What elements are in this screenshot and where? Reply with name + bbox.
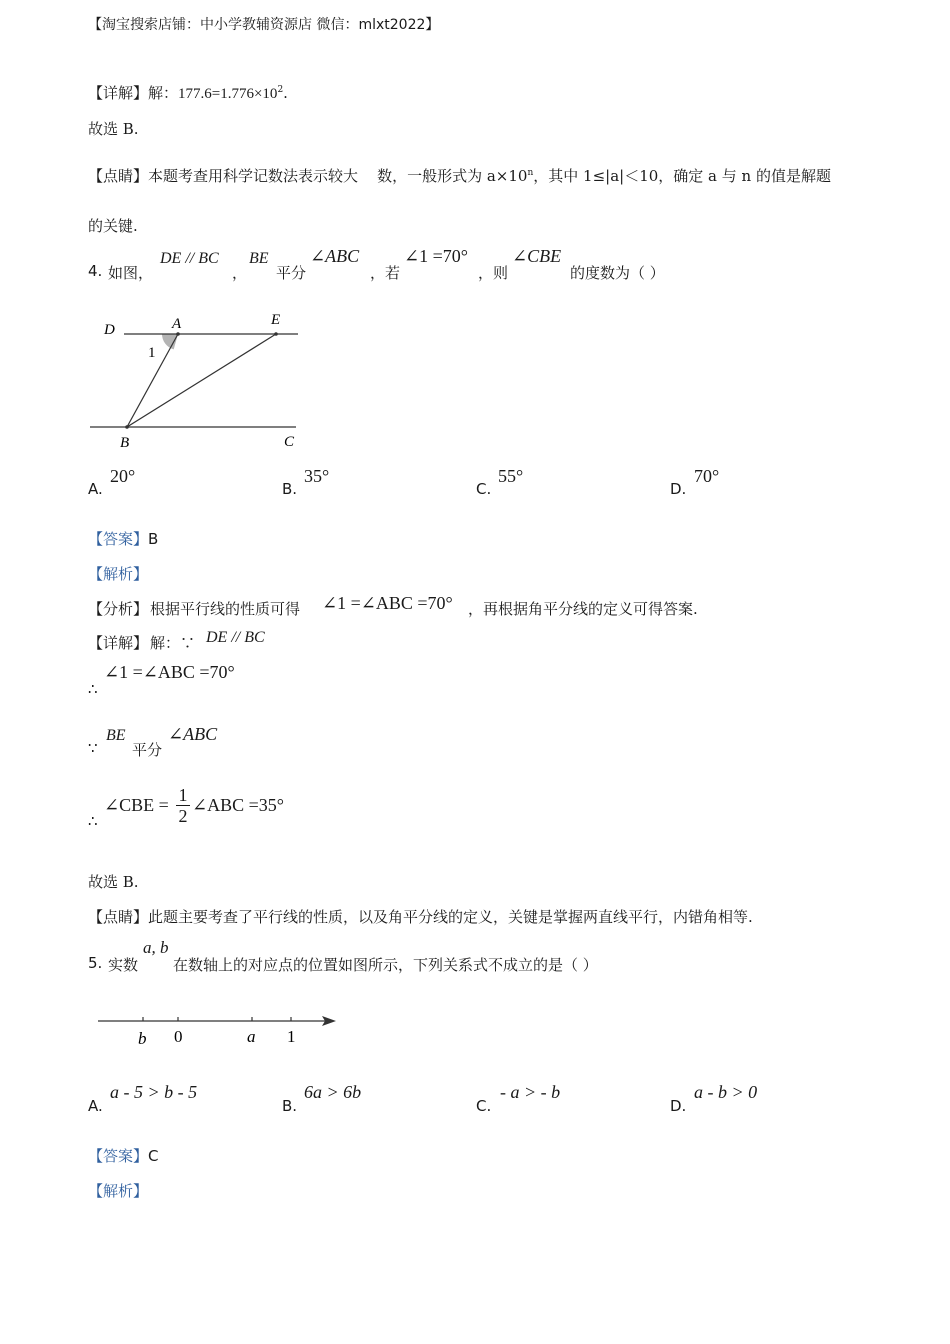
detail-end: . (283, 84, 288, 102)
q4-t2: ， (232, 264, 248, 282)
q4-abc: ∠ABC (168, 724, 218, 744)
q4-fx-t2: ，再根据角平分线的定义可得答案. (468, 600, 698, 618)
q4-analysis-label: 【解析】 (88, 565, 149, 583)
q4-m1: DE // BC (160, 250, 219, 267)
q5-option-a-value: a - 5 > b - 5 (110, 1082, 198, 1102)
detail-value: 177.6=1.776×10 (178, 86, 278, 102)
q4-number: 4. (88, 262, 103, 280)
q4-option-a-label: A. (88, 480, 103, 498)
q4-detail-t1: 解：∵ (150, 634, 196, 652)
q5-t1: 实数 (108, 956, 139, 974)
q4-choose: 故选 B. (88, 873, 139, 891)
q4-eq2-b: ∠ABC =35° (192, 795, 284, 815)
detail-exponent: 2 (277, 85, 284, 95)
q4-m5: ∠CBE (512, 246, 562, 266)
prev-detail (88, 82, 288, 103)
q4-pf: 平分 (132, 741, 163, 759)
q5-option-c-label: C. (476, 1097, 492, 1115)
answer-value: C (148, 1147, 159, 1165)
q4-option-b-label: B. (282, 480, 298, 498)
q4-option-b-value: 35° (304, 466, 330, 486)
q4-m2: BE (249, 250, 269, 267)
q4-detail-label: 【详解】 (88, 634, 149, 652)
q4-t4: ，若 (370, 264, 401, 282)
point-a (176, 332, 180, 336)
q5-option-a-label: A. (88, 1097, 103, 1115)
point-label: 【点睛】 (88, 167, 149, 185)
q4-option-c-label: C. (476, 480, 492, 498)
q4-fx-label: 【分析】 (88, 600, 149, 618)
q4-fraction (176, 785, 190, 826)
q5-number: 5. (88, 954, 103, 972)
header-banner: 【淘宝搜索店铺：中小学教辅资源店 微信：mlxt2022】 (88, 17, 440, 33)
q4-eq1: ∠1 =∠ABC =70° (104, 662, 235, 682)
label-a: a (247, 1027, 256, 1046)
label-angle1: 1 (148, 345, 156, 361)
therefore-symbol-1: ∴ (88, 680, 98, 698)
q5-analysis-label: 【解析】 (88, 1182, 149, 1200)
point-text: 此题主要考查了平行线的性质，以及角平分线的定义，关键是掌握两直线平行，内错角相等. (148, 908, 753, 926)
q4-point (88, 906, 753, 927)
point-e (274, 332, 278, 336)
point-label: 【点睛】 (88, 908, 149, 926)
label-d: D (104, 322, 115, 338)
q4-m4: ∠1 =70° (404, 246, 468, 266)
label-e: E (271, 312, 281, 328)
point-b (125, 425, 129, 429)
q4-option-d-label: D. (670, 480, 687, 498)
q4-detail-m1: DE // BC (206, 629, 265, 646)
q4-eq2-a: ∠CBE = (104, 795, 169, 815)
q5-option-b-value: 6a > 6b (304, 1082, 362, 1102)
q4-t1: 如图， (108, 264, 154, 282)
q4-fx-t1: 根据平行线的性质可得 (150, 600, 301, 618)
q5-t2: 在数轴上的对应点的位置如图所示，下列关系式不成立的是（ ） (173, 956, 598, 974)
because-symbol-2: ∵ (88, 739, 98, 757)
q4-t6: 的度数为（ ） (570, 264, 665, 282)
answer-label: 【答案】 (88, 530, 149, 548)
q5-option-b-label: B. (282, 1097, 298, 1115)
q4-fx-m1: ∠1 =∠ABC =70° (322, 593, 453, 613)
q4-m3: ∠ABC (310, 246, 360, 266)
therefore-symbol-2: ∴ (88, 812, 98, 830)
fraction-denominator: 2 (176, 805, 190, 826)
prev-choose: 故选 B. (88, 120, 139, 138)
q4-option-d-value: 70° (694, 466, 720, 486)
answer-label: 【答案】 (88, 1147, 149, 1165)
answer-value: B (148, 530, 159, 548)
detail-label: 【详解】解： (88, 84, 179, 102)
label-c: C (284, 434, 295, 450)
label-zero: 0 (174, 1027, 183, 1046)
q5-option-d-value: a - b > 0 (694, 1082, 758, 1102)
fraction-numerator: 1 (178, 785, 188, 805)
q5-number-line (90, 1008, 350, 1050)
label-b: B (120, 435, 130, 451)
q5-m1: a, b (143, 938, 169, 957)
q4-t5: ，则 (478, 264, 509, 282)
prev-point-cont: 的关键. (88, 217, 138, 235)
point-text-a: 本题考查用科学记数法表示较大 数，一般形式为 a×10 (148, 167, 528, 185)
q5-option-c-value: - a > - b (500, 1082, 561, 1102)
label-b: b (138, 1029, 147, 1048)
label-a: A (172, 316, 182, 332)
q4-t3: 平分 (276, 264, 307, 282)
q4-answer (88, 528, 158, 549)
q5-answer (88, 1145, 159, 1166)
angle1-shading (162, 334, 178, 349)
q4-option-c-value: 55° (498, 466, 524, 486)
prev-point (88, 165, 831, 186)
q4-be: BE (106, 727, 126, 744)
q4-figure (86, 306, 310, 456)
q5-option-d-label: D. (670, 1097, 687, 1115)
q4-option-a-value: 20° (110, 466, 136, 486)
point-text-b: ，其中 1≤|a|＜10，确定 a 与 n 的值是解题 (533, 167, 831, 185)
point-exponent: n (527, 168, 534, 178)
label-one: 1 (287, 1027, 296, 1046)
